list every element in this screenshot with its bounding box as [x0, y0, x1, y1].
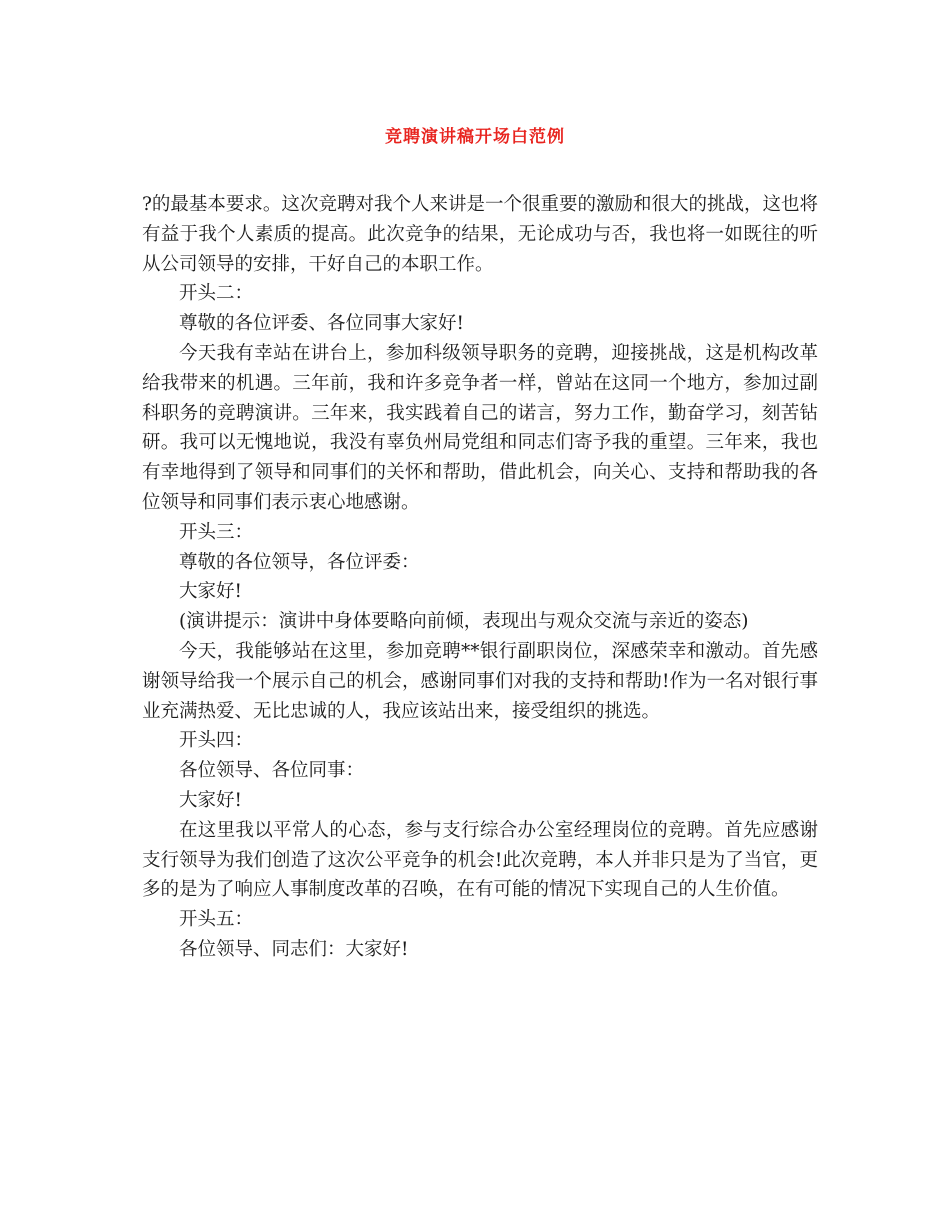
speech-tip-paragraph: (演讲提示：演讲中身体要略向前倾，表现出与观众交流与亲近的姿态)	[179, 611, 749, 633]
paragraph-continuation: ?的最基本要求。这次竞聘对我个人来讲是一个很重要的激励和很大的挑战，这也将有益于我个人素质的提高。此次竞争的结果，无论成功与否，我也将一如既往的听从公司领导的安排，干好自己的本职工作。	[142, 194, 818, 275]
greeting-paragraph: 各位领导、同志们：大家好!	[179, 938, 409, 960]
greeting-paragraph: 大家好!	[179, 581, 242, 603]
document-body	[142, 190, 818, 965]
body-paragraph: 在这里我以平常人的心态，参与支行综合办公室经理岗位的竞聘。首先应感谢支行领导为我们创造了这次公平竞争的机会!此次竞聘，本人并非只是为了当官，更多的是为了响应人事制度改革的召唤，在有可能的情况下实现自己的人生价值。	[142, 819, 818, 901]
body-paragraph: 今天，我能够站在这里，参加竞聘**银行副职岗位，深感荣幸和激动。首先感谢领导给我一个展示自己的机会，感谢同事们对我的支持和帮助!作为一名对银行事业充满热爱、无比忠诚的人，我应该站出来，接受组织的挑选。	[142, 640, 818, 722]
document-title: 竞聘演讲稿开场白范例	[385, 127, 565, 147]
greeting-paragraph: 大家好!	[179, 789, 242, 811]
body-paragraph: 今天我有幸站在讲台上，参加科级领导职务的竞聘，迎接挑战，这是机构改革给我带来的机遇。三年前，我和许多竞争者一样，曾站在这同一个地方，参加过副科职务的竞聘演讲。三年来，我实践着自己的诺言，努力工作，勤奋学习，刻苦钻研。我可以无愧地说，我没有辜负州局党组和同志们寄予我的重望。三年来，我也有幸地得到了领导和同事们的关怀和帮助，借此机会，向关心、支持和帮助我的各位领导和同事们表示衷心地感谢。	[142, 342, 818, 513]
section-heading-4: 开头四：	[179, 730, 254, 752]
greeting-paragraph: 尊敬的各位领导，各位评委：	[179, 551, 420, 573]
greeting-paragraph: 尊敬的各位评委、各位同事大家好!	[179, 313, 464, 335]
section-heading-3: 开头三：	[179, 521, 254, 543]
section-heading-2: 开头二：	[179, 283, 254, 305]
section-heading-5: 开头五：	[179, 909, 254, 931]
greeting-paragraph: 各位领导、各位同事：	[179, 760, 365, 782]
